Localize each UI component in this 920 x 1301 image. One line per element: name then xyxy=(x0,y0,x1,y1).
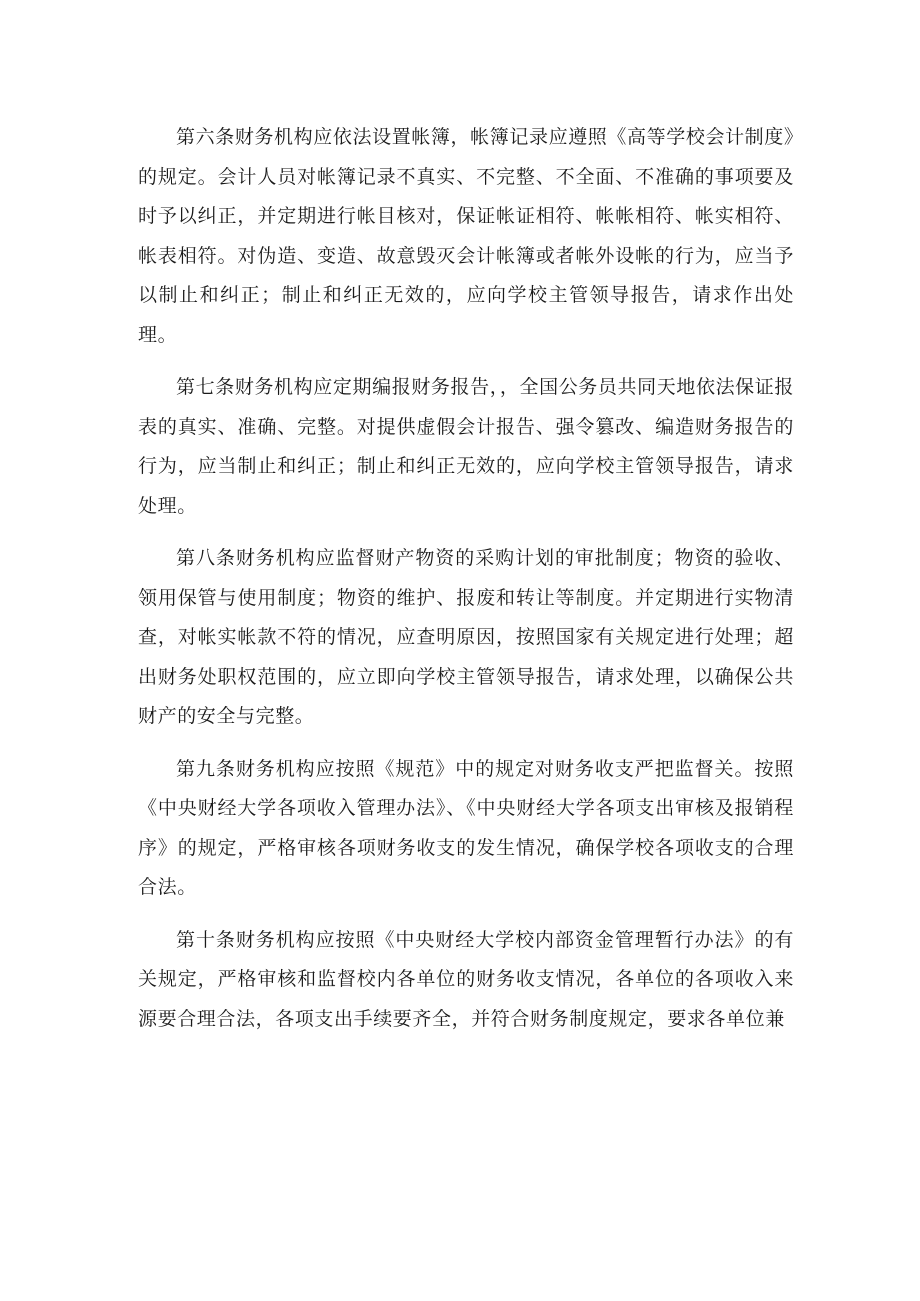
paragraph-article-10: 第十条财务机构应按照《中央财经大学校内部资金管理暂行办法》的有关规定，严格审核和监督校内各单位的财务收支情况，各单位的各项收入来源要合理合法，各项支出手续要齐全，并符合财务制度规定，要求各单位兼 xyxy=(138,928,794,1030)
paragraph-article-8: 第八条财务机构应监督财产物资的采购计划的审批制度；物资的验收、领用保管与使用制度；物资的维护、报废和转让等制度。并定期进行实物清查，对帐实帐款不符的情况，应查明原因，按照国家有关规定进行处理；超出财务处职权范围的，应立即向学校主管领导报告，请求处理，以确保公共财产的安全与完整。 xyxy=(138,547,794,727)
paragraph-article-9: 第九条财务机构应按照《规范》中的规定对财务收支严把监督关。按照《中央财经大学各项收入管理办法》、《中央财经大学各项支出审核及报销程序》的规定，严格审核各项财务收支的发生情况，确保学校各项收支的合理合法。 xyxy=(138,757,794,898)
document-body xyxy=(138,118,794,1052)
paragraph-article-7: 第七条财务机构应定期编报财务报告，，全国公务员共同天地依法保证报表的真实、准确、完整。对提供虚假会计报告、强令篡改、编造财务报告的行为，应当制止和纠正；制止和纠正无效的，应向学校主管领导报告，请求处理。 xyxy=(138,376,794,517)
paragraph-article-6: 第六条财务机构应依法设置帐簿，帐簿记录应遵照《高等学校会计制度》的规定。会计人员对帐簿记录不真实、不完整、不全面、不准确的事项要及时予以纠正，并定期进行帐目核对，保证帐证相符、帐帐相符、帐实相符、帐表相符。对伪造、变造、故意毁灭会计帐簿或者帐外设帐的行为，应当予以制止和纠正；制止和纠正无效的，应向学校主管领导报告，请求作出处理。 xyxy=(138,126,794,346)
